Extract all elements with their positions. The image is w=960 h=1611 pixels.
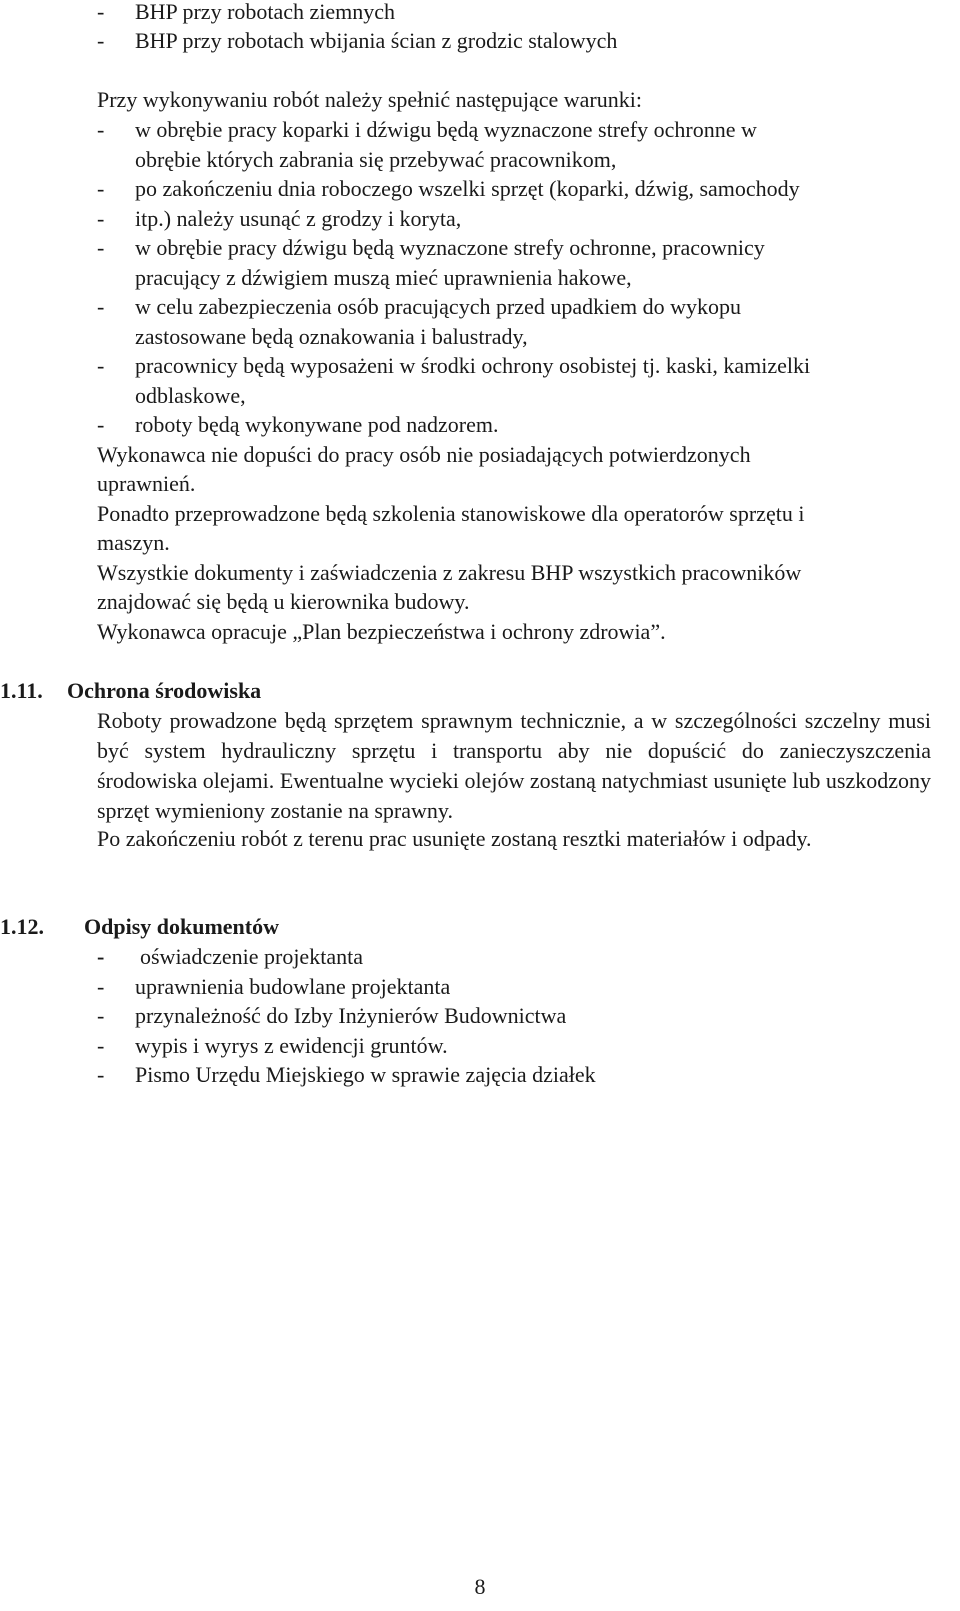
condition-line: itp.) należy usunąć z grodzy i koryta,	[135, 206, 462, 231]
list-item: oświadczenie projektanta	[140, 944, 363, 969]
list-dash: -	[97, 117, 105, 142]
section-number: 1.11.	[0, 678, 43, 703]
list-dash: -	[97, 235, 105, 260]
paragraph-documents: znajdować się będą u kierownika budowy.	[97, 589, 470, 614]
paragraph-documents: Wszystkie dokumenty i zaświadczenia z zakresu BHP wszystkich pracowników	[97, 560, 802, 585]
list-dash: -	[97, 28, 105, 53]
condition-line: zastosowane będą oznakowania i balustrady,	[135, 324, 528, 349]
condition-line: pracujący z dźwigiem muszą mieć uprawnienia hakowe,	[135, 265, 632, 290]
list-dash: -	[97, 0, 105, 24]
condition-line: w obrębie pracy koparki i dźwigu będą wyznaczone strefy ochronne w	[135, 117, 757, 142]
condition-line: w celu zabezpieczenia osób pracujących przed upadkiem do wykopu	[135, 294, 741, 319]
list-item: wypis i wyrys z ewidencji gruntów.	[135, 1033, 448, 1058]
list-item: przynależność do Izby Inżynierów Budownictwa	[135, 1003, 567, 1028]
list-item: BHP przy robotach wbijania ścian z grodzic stalowych	[135, 28, 618, 53]
list-dash: -	[97, 1003, 105, 1028]
list-dash: -	[97, 974, 105, 999]
list-dash: -	[97, 412, 105, 437]
condition-line: w obrębie pracy dźwigu będą wyznaczone strefy ochronne, pracownicy	[135, 235, 765, 260]
page-number: 8	[474, 1574, 486, 1599]
list-dash: -	[97, 353, 105, 378]
section-title: Ochrona środowiska	[67, 678, 262, 703]
list-item: uprawnienia budowlane projektanta	[135, 974, 451, 999]
list-dash: -	[97, 1033, 105, 1058]
conditions-intro: Przy wykonywaniu robót należy spełnić następujące warunki:	[97, 87, 642, 112]
list-item: Pismo Urzędu Miejskiego w sprawie zajęcia działek	[135, 1062, 596, 1087]
condition-line: po zakończeniu dnia roboczego wszelki sprzęt (koparki, dźwig, samochody	[135, 176, 800, 201]
list-dash: -	[97, 176, 105, 201]
list-dash: -	[97, 206, 105, 231]
condition-line: odblaskowe,	[135, 383, 246, 408]
section-title: Odpisy dokumentów	[84, 914, 280, 939]
paragraph-permissions: uprawnień.	[97, 471, 196, 496]
list-dash: -	[97, 294, 105, 319]
section-1-11-paragraph: Roboty prowadzone będą sprzętem sprawnym technicznie, a w szczególności szczelny musi być system hydrauliczny sprzętu i transportu aby nie dopuścić do zanieczyszczenia środowiska olejami. Ewentualne wycieki olejów zostaną natychmiast usunięte lub uszkodzony sprzęt wymieniony zostanie na sprawny.	[97, 708, 931, 823]
section-1-11-paragraph: Po zakończeniu robót z terenu prac usunięte zostaną resztki materiałów i odpady.	[97, 826, 812, 851]
paragraph-training: maszyn.	[97, 530, 170, 555]
paragraph-plan: Wykonawca opracuje „Plan bezpieczeństwa i ochrony zdrowia”.	[97, 619, 666, 644]
paragraph-permissions: Wykonawca nie dopuści do pracy osób nie posiadających potwierdzonych	[97, 442, 751, 467]
list-dash: -	[97, 944, 105, 969]
section-number: 1.12.	[0, 914, 44, 939]
list-dash: -	[97, 1062, 105, 1087]
condition-line: roboty będą wykonywane pod nadzorem.	[135, 412, 499, 437]
paragraph-training: Ponadto przeprowadzone będą szkolenia stanowiskowe dla operatorów sprzętu i	[97, 501, 805, 526]
condition-line: obrębie których zabrania się przebywać pracownikom,	[135, 147, 617, 172]
list-item: BHP przy robotach ziemnych	[135, 0, 396, 24]
condition-line: pracownicy będą wyposażeni w środki ochrony osobistej tj. kaski, kamizelki	[135, 353, 811, 378]
